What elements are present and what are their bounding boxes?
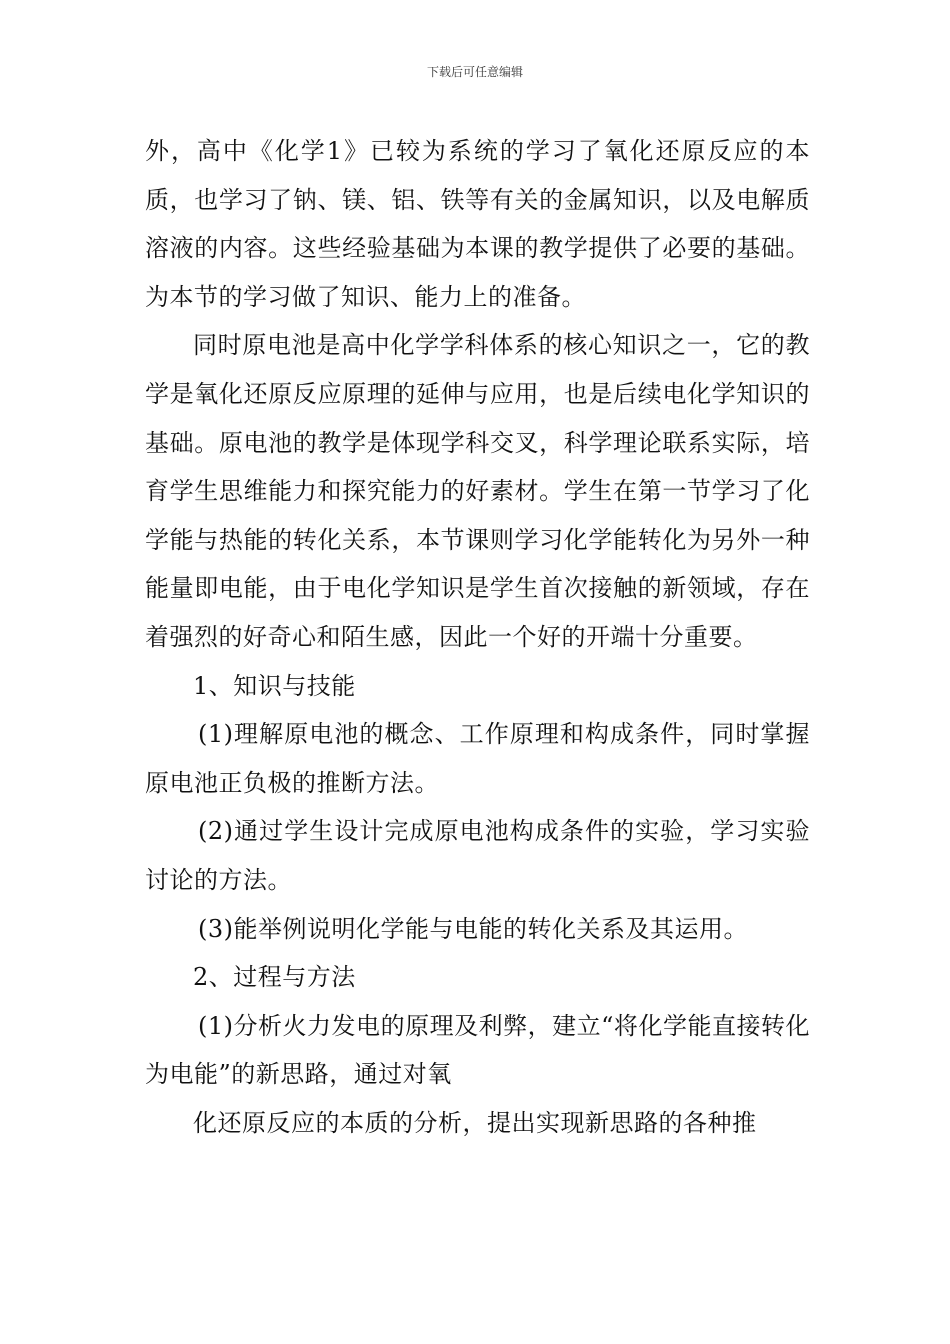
heading-knowledge-and-skills: 1、知识与技能 [193,671,356,700]
document-body [145,127,810,1147]
list-item-3: (3)能举例说明化学能与电能的转化关系及其运用。 [198,914,748,943]
page-header-note: 下载后可任意编辑 [426,65,523,79]
heading-process-and-method: 2、过程与方法 [193,963,356,992]
list-item-2: (2)通过学生设计完成原电池构成条件的实验，学习实验讨论的方法。 [145,817,810,894]
paragraph-galvanic-cell-importance: 同时原电池是高中化学学科体系的核心知识之一，它的教学是氧化还原反应原理的延伸与应用，也是后续电化学知识的基础。原电池的教学是体现学科交叉，科学理论联系实际，培育学生思维能力和探究能力的好素材。学生在第一节学习了化学能与热能的转化关系，本节课则学习化学能转化为另外一种能量即电能，由于电化学知识是学生首次接触的新领域，存在着强烈的好奇心和陌生感，因此一个好的开端十分重要。 [145,331,810,651]
paragraph-intro-continued: 外，高中《化学1》已较为系统的学习了氧化还原反应的本质，也学习了钠、镁、铝、铁等有关的金属知识，以及电解质溶液的内容。这些经验基础为本课的教学提供了必要的基础。为本节的学习做了知识、能力上的准备。 [145,137,810,311]
list-item-4: (1)分析火力发电的原理及利弊，建立“将化学能直接转化为电能”的新思路，通过对氧 [145,1011,810,1089]
paragraph-redox-analysis: 化还原反应的本质的分析，提出实现新思路的各种推 [193,1108,757,1137]
list-item-1: (1)理解原电池的概念、工作原理和构成条件，同时掌握原电池正负极的推断方法。 [145,720,810,797]
